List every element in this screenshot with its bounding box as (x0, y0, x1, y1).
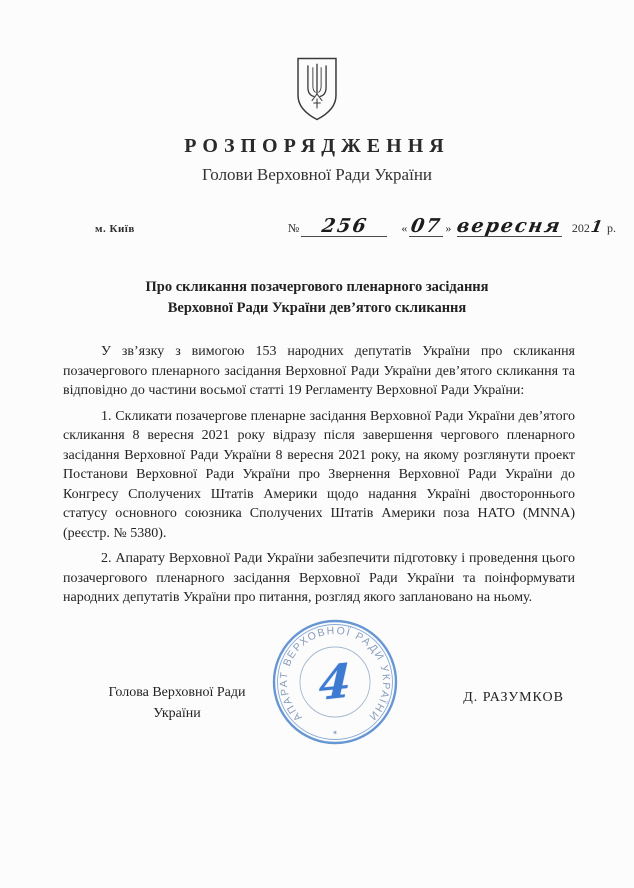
meta-row (0, 217, 634, 237)
quote-close: » (445, 221, 452, 235)
stamp-bottom-star: ✶ (332, 728, 338, 737)
document-subtitle: Голови Верховної Ради України (201, 165, 433, 184)
paragraph-item-2: 2. Апарату Верховної Ради України забезпечити підготовку і проведення цього позачергового пленарного засідання Верховної Ради України та поінформувати народних депутатів України про питання, розгляд якого заплановано на ньому. (63, 551, 575, 605)
stamp-ring-text: АПАРАТ ВЕРХОВНОЇ РАДИ УКРАЇНИ (277, 624, 393, 723)
paragraph-item-1: 1. Скликати позачергове пленарне засідання Верховної Ради України дев’ятого скликання 8 вересня 2021 року відразу після завершення чергового пленарного засідання Верховної Ради України 8 вересня 2021 року, на якому розглянути проект Постанови Верховної Ради України про Звернення Верховної Ради України до Конгресу Сполучених Штатів Америки щодо надання Україні двостороннього статусу основного союзника Сполучених Штатів Америки поза НАТО (MNNA) (реєстр. № 5380). (63, 408, 575, 541)
place-label: м. Київ (95, 223, 135, 235)
signer-title (72, 682, 282, 724)
document-body (0, 342, 634, 608)
year-suffix: р. (607, 221, 616, 235)
document-number-field (301, 217, 387, 237)
signer-name: Д. РАЗУМКОВ (463, 689, 564, 705)
round-stamp (271, 618, 399, 746)
number-sign: № (287, 221, 300, 235)
day-field (409, 217, 443, 237)
year-printed: 202 (571, 221, 590, 235)
signature-block (0, 618, 634, 788)
trident-emblem-icon (292, 56, 342, 122)
subject-title (0, 277, 634, 319)
signer-title-line-1: Голова Верховної Ради (108, 684, 246, 700)
handwritten-number: 256 (319, 215, 370, 237)
signer-title-line-2: України (153, 705, 201, 721)
handwritten-stamp-mark: 4 (318, 652, 352, 711)
month-field (455, 215, 564, 237)
handwritten-month: вересня (455, 215, 564, 237)
handwritten-year-digit: 1 (589, 217, 604, 236)
handwritten-day: 07 (409, 215, 444, 237)
subject-line-1: Про скликання позачергового пленарного засідання (145, 279, 489, 295)
paragraph-intro: У зв’язку з вимогою 153 народних депутатів України про скликання позачергового пленарного засідання Верховної Ради України дев’ятого скликання та відповідно до частини восьмої статті 19 Регламенту Верховної Ради України: (63, 344, 575, 398)
document-title: РОЗПОРЯДЖЕННЯ (184, 135, 450, 157)
quote-open: « (401, 221, 408, 235)
subject-line-2: Верховної Ради України дев’ятого скликання (167, 300, 467, 316)
number-date-line (288, 217, 616, 237)
